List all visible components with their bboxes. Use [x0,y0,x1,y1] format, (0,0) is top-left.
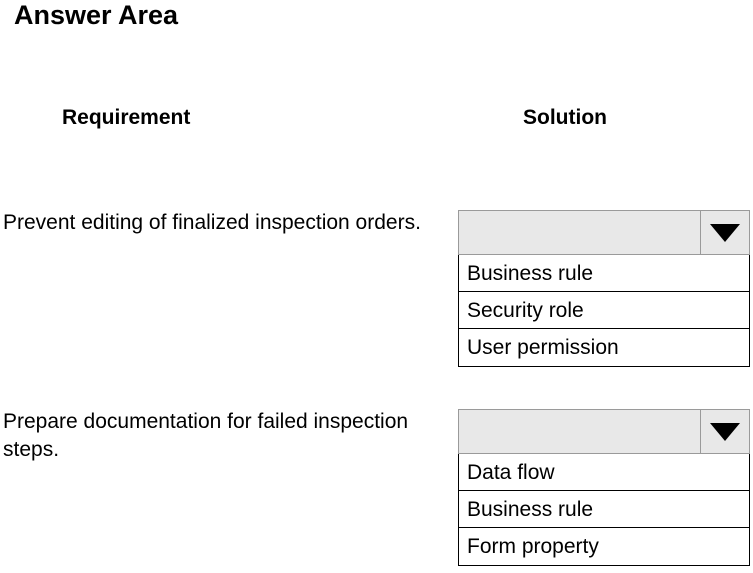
dropdown-option[interactable]: Business rule [459,255,749,292]
dropdown-selected-value-2 [459,410,700,453]
requirement-text-2: Prepare documentation for failed inspection steps. [3,410,409,461]
dropdown-closed-field-2[interactable] [458,409,750,454]
column-header-requirement: Requirement [62,106,191,129]
solution-dropdown-1[interactable] [458,210,750,367]
dropdown-closed-field-1[interactable] [458,210,750,255]
dropdown-options-list-2[interactable] [458,454,750,566]
chevron-down-icon [710,224,740,242]
column-header-solution: Solution [523,106,607,129]
requirement-text-1: Prevent editing of finalized inspection orders. [3,211,421,234]
dropdown-option[interactable]: Business rule [459,491,749,528]
dropdown-option[interactable]: Security role [459,292,749,329]
chevron-down-icon [710,423,740,441]
solution-dropdown-2[interactable] [458,409,750,566]
dropdown-toggle-2[interactable] [700,410,749,453]
dropdown-option[interactable]: Data flow [459,454,749,491]
dropdown-option[interactable]: User permission [467,336,619,359]
dropdown-selected-value-1 [459,211,700,254]
dropdown-options-list-1[interactable] [458,255,750,367]
page-title: Answer Area [14,0,179,30]
dropdown-toggle-1[interactable] [700,211,749,254]
dropdown-option[interactable]: Form property [467,535,599,558]
